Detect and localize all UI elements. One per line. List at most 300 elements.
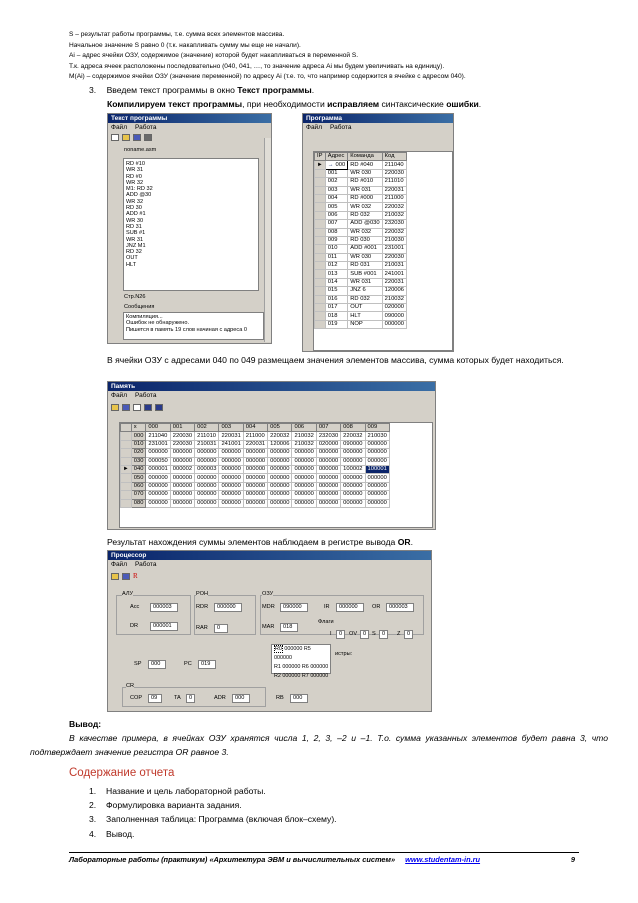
memory-window	[107, 381, 436, 530]
table-cell[interactable]: 000000	[292, 482, 316, 490]
step3-line2	[107, 98, 481, 110]
table-cell[interactable]: 004	[325, 194, 347, 202]
window-title: Программа	[303, 114, 453, 123]
table-cell[interactable]: 220030	[170, 440, 194, 448]
table-cell[interactable]: 000000	[316, 465, 340, 473]
mar-field[interactable]: 018	[280, 623, 298, 632]
table-row[interactable]	[315, 236, 407, 244]
table-cell[interactable]: 231001	[146, 440, 170, 448]
registers-list[interactable]	[271, 644, 331, 679]
table-cell[interactable]: 210030	[365, 432, 389, 440]
table-cell[interactable]: 000000	[365, 482, 389, 490]
table-cell[interactable]: → 000	[325, 161, 347, 169]
table-cell[interactable]: 211000	[382, 194, 406, 202]
table-cell[interactable]: 000000	[195, 474, 219, 482]
table-cell[interactable]: 220030	[170, 432, 194, 440]
table-cell[interactable]: 005	[325, 203, 347, 211]
table-row[interactable]	[315, 211, 407, 219]
table-cell[interactable]: 000000	[268, 482, 292, 490]
ip-cell	[315, 211, 326, 219]
column-header[interactable]: 008	[341, 424, 365, 432]
table-cell[interactable]: 060	[131, 482, 146, 490]
table-cell[interactable]: 232030	[316, 432, 340, 440]
table-cell[interactable]: WR 032	[348, 228, 382, 236]
table-cell[interactable]: 000000	[365, 440, 389, 448]
step3-line1	[89, 84, 314, 96]
column-header[interactable]: Адрес	[325, 153, 347, 161]
menubar	[108, 391, 435, 400]
table-cell[interactable]: 000000	[365, 474, 389, 482]
table-row[interactable]	[121, 474, 390, 482]
table-cell[interactable]: 000000	[170, 457, 194, 465]
ir-field[interactable]: 000000	[336, 603, 364, 612]
table-cell[interactable]: 000000	[365, 499, 389, 507]
save-icon[interactable]	[122, 573, 130, 580]
rdr-field[interactable]: 000000	[214, 603, 242, 612]
flag-ov[interactable]: 0	[360, 630, 369, 639]
table-cell[interactable]: 000000	[341, 457, 365, 465]
table-cell[interactable]: 211040	[382, 161, 406, 169]
ta-field[interactable]: 0	[186, 694, 195, 703]
table-cell[interactable]: 020	[131, 449, 146, 457]
table-row[interactable]	[315, 320, 407, 328]
table-cell[interactable]: 000000	[146, 491, 170, 499]
column-header[interactable]: Код	[382, 153, 406, 161]
table-cell[interactable]: 000000	[268, 465, 292, 473]
dr-field[interactable]: 000001	[150, 622, 178, 631]
table-cell[interactable]: 015	[325, 287, 347, 295]
table-cell[interactable]: 014	[325, 278, 347, 286]
reset-icon[interactable]: R	[133, 572, 138, 580]
table-cell[interactable]: 000	[131, 432, 146, 440]
table-row[interactable]	[315, 262, 407, 270]
table-cell[interactable]: 003	[325, 186, 347, 194]
table-row[interactable]	[315, 295, 407, 303]
table-cell[interactable]: 006	[325, 211, 347, 219]
window-title: Память	[108, 382, 435, 391]
step-bold: Компилируем текст программы	[107, 99, 243, 109]
table-cell[interactable]: 090000	[341, 440, 365, 448]
table-cell[interactable]: 000000	[146, 474, 170, 482]
menu-file[interactable]: Файл	[111, 392, 127, 399]
pc-field[interactable]: 019	[198, 660, 216, 669]
table-cell[interactable]: 007	[325, 220, 347, 228]
insert-icon[interactable]	[144, 404, 152, 411]
filename: noname.asm	[124, 147, 157, 153]
rar-label: RAR	[196, 625, 208, 631]
table-cell[interactable]: 241001	[382, 270, 406, 278]
mar-label: MAR	[262, 624, 275, 630]
table-cell[interactable]: 210031	[382, 262, 406, 270]
code-line: WR 30	[126, 217, 144, 224]
table-cell[interactable]: HLT	[348, 312, 382, 320]
table-cell[interactable]: 000000	[243, 449, 267, 457]
table-row[interactable]	[315, 270, 407, 278]
table-row[interactable]	[315, 220, 407, 228]
ip-cell	[315, 220, 326, 228]
table-cell[interactable]: 000000	[195, 457, 219, 465]
table-cell[interactable]: 000000	[316, 482, 340, 490]
menu-work[interactable]: Работа	[134, 561, 157, 568]
table-cell[interactable]: 010	[325, 245, 347, 253]
table-cell[interactable]: 211040	[146, 432, 170, 440]
table-cell[interactable]: RD #000	[348, 194, 382, 202]
table-cell[interactable]: RD 030	[348, 236, 382, 244]
table-cell[interactable]: 100002	[341, 465, 365, 473]
table-cell[interactable]: 070	[131, 491, 146, 499]
flag-i[interactable]: 0	[336, 630, 345, 639]
alu-label: АЛУ	[122, 591, 134, 597]
ip-cell	[315, 312, 326, 320]
or-label: OR	[372, 604, 381, 610]
table-cell[interactable]: 220032	[268, 432, 292, 440]
table-cell[interactable]: 000000	[243, 465, 267, 473]
table-cell[interactable]: ADD @030	[348, 220, 382, 228]
table-cell[interactable]: 220031	[219, 432, 243, 440]
table-cell[interactable]: 000000	[243, 474, 267, 482]
table-cell[interactable]: 000000	[219, 457, 243, 465]
table-cell[interactable]: 220032	[382, 228, 406, 236]
menu-work[interactable]: Работа	[134, 124, 157, 131]
table-cell[interactable]: 019	[325, 320, 347, 328]
list-item: 1. Название и цель лабораторной работы.	[89, 786, 266, 796]
table-row[interactable]	[315, 287, 407, 295]
table-cell[interactable]: 210032	[292, 432, 316, 440]
ron-label: РОН	[196, 591, 208, 597]
table-cell[interactable]: 000000	[268, 457, 292, 465]
rar-field[interactable]: 0	[214, 624, 228, 633]
open-folder-icon[interactable]	[111, 404, 119, 411]
table-cell[interactable]: 040	[131, 465, 146, 473]
column-header[interactable]: 006	[292, 424, 316, 432]
table-row[interactable]	[315, 253, 407, 261]
sp-label: SP	[134, 661, 142, 667]
table-row[interactable]	[121, 482, 390, 490]
column-header[interactable]: 004	[243, 424, 267, 432]
table-cell[interactable]: 011	[325, 253, 347, 261]
intro-line: M(Ai) – содержимое ячейки ОЗУ (значение переменной) по адресу Ai (т.е. то, что например содержится в ячейке с адресом 040).	[69, 73, 466, 80]
ip-cell	[315, 320, 326, 328]
menu-file[interactable]: Файл	[306, 124, 322, 131]
table-cell[interactable]: 000000	[219, 482, 243, 490]
new-file-icon[interactable]	[111, 134, 119, 141]
row-marker	[121, 482, 132, 490]
table-cell[interactable]: 000000	[219, 491, 243, 499]
menu-work[interactable]: Работа	[134, 392, 157, 399]
table-cell[interactable]: 000001	[146, 465, 170, 473]
table-row[interactable]	[315, 304, 407, 312]
table-cell[interactable]: 231001	[382, 245, 406, 253]
acc-label: Acc	[130, 604, 140, 610]
table-cell[interactable]: 000000	[146, 482, 170, 490]
message-line: Компиляция...	[126, 314, 163, 320]
mdr-field[interactable]: 090000	[280, 603, 308, 612]
table-cell[interactable]: 000000	[195, 491, 219, 499]
table-cell[interactable]: 000000	[292, 465, 316, 473]
table-cell[interactable]: 000000	[219, 465, 243, 473]
table-cell[interactable]: 220032	[341, 432, 365, 440]
rdr-label: RDR	[196, 604, 209, 610]
table-cell[interactable]: RD 031	[348, 262, 382, 270]
table-cell[interactable]: 018	[325, 312, 347, 320]
ip-cell	[315, 236, 326, 244]
table-cell[interactable]: 030	[131, 457, 146, 465]
table-cell[interactable]: 000002	[170, 465, 194, 473]
or-field[interactable]: 000003	[386, 603, 414, 612]
table-row[interactable]	[121, 465, 390, 473]
ip-cell	[315, 169, 326, 177]
menu-work[interactable]: Работа	[329, 124, 352, 131]
table-cell[interactable]: 000000	[341, 499, 365, 507]
adr-field[interactable]: 000	[232, 694, 250, 703]
column-header[interactable]: 005	[268, 424, 292, 432]
table-cell[interactable]: 002	[325, 178, 347, 186]
table-cell[interactable]: WR 030	[348, 169, 382, 177]
ip-cell	[315, 194, 326, 202]
table-cell[interactable]: 000000	[341, 449, 365, 457]
punct: .	[478, 99, 482, 109]
table-cell[interactable]: 220032	[382, 203, 406, 211]
table-cell[interactable]: 000000	[243, 499, 267, 507]
open-folder-icon[interactable]	[122, 134, 130, 141]
row-marker: ►	[121, 465, 132, 473]
table-cell[interactable]: 000000	[316, 499, 340, 507]
save-icon[interactable]	[122, 404, 130, 411]
flag-z[interactable]: 0	[404, 630, 413, 639]
table-cell[interactable]: RD 032	[348, 295, 382, 303]
table-cell[interactable]: 000000	[365, 457, 389, 465]
table-cell[interactable]: 000000	[316, 474, 340, 482]
table-cell[interactable]: WR 031	[348, 186, 382, 194]
table-cell[interactable]: WR 030	[348, 253, 382, 261]
column-header[interactable]: 007	[316, 424, 340, 432]
table-row[interactable]	[315, 312, 407, 320]
table-cell[interactable]: 000000	[292, 457, 316, 465]
table-row[interactable]	[315, 278, 407, 286]
table-cell[interactable]: 000000	[316, 449, 340, 457]
rb-field[interactable]: 000	[290, 694, 308, 703]
table-cell[interactable]: WR 032	[348, 203, 382, 211]
report-heading: Содержание отчета	[69, 767, 175, 779]
table-cell[interactable]: 241001	[219, 440, 243, 448]
table-cell[interactable]: 220030	[382, 253, 406, 261]
table-cell[interactable]: 000000	[219, 499, 243, 507]
compile-icon[interactable]	[144, 134, 152, 141]
register-row: R1 000000 R6 000000	[274, 664, 329, 670]
menu-file[interactable]: Файл	[111, 124, 127, 131]
row-marker	[121, 491, 132, 499]
table-cell[interactable]: 000000	[195, 482, 219, 490]
table-cell[interactable]: 050	[131, 474, 146, 482]
table-cell[interactable]: 000003	[195, 465, 219, 473]
message-line: Пишется в память 19 слов начиная с адреса 0	[126, 326, 247, 333]
table-cell[interactable]: RD #040	[348, 161, 382, 169]
table-row[interactable]	[315, 169, 407, 177]
table-cell[interactable]: 000000	[243, 457, 267, 465]
table-cell[interactable]: 000000	[316, 457, 340, 465]
list-item: 4. Вывод.	[89, 828, 135, 839]
table-cell[interactable]: 000000	[268, 499, 292, 507]
column-header[interactable]: x	[131, 424, 146, 432]
table-cell[interactable]: 000000	[219, 474, 243, 482]
table-cell[interactable]: 000000	[170, 474, 194, 482]
row-marker	[121, 457, 132, 465]
scrollbar[interactable]	[264, 138, 271, 342]
ip-cell	[315, 270, 326, 278]
code-line: SUB #1	[126, 230, 146, 237]
table-cell[interactable]: 000000	[170, 482, 194, 490]
table-cell[interactable]: RD 032	[348, 211, 382, 219]
footer-link[interactable]: www.studentam-in.ru	[405, 855, 481, 864]
table-cell[interactable]: 220030	[382, 169, 406, 177]
code-editor[interactable]	[123, 158, 259, 291]
save-icon[interactable]	[133, 134, 141, 141]
table-row[interactable]	[315, 228, 407, 236]
or-paragraph	[107, 536, 413, 548]
table-cell[interactable]: 000000	[243, 482, 267, 490]
column-header[interactable]: 000	[146, 424, 170, 432]
menu-file[interactable]: Файл	[111, 561, 127, 568]
table-cell[interactable]: 232030	[382, 220, 406, 228]
table-cell[interactable]: 020000	[316, 440, 340, 448]
flags-label: Флаги	[318, 619, 334, 625]
table-cell[interactable]: 120006	[268, 440, 292, 448]
table-cell[interactable]: 009	[325, 236, 347, 244]
table-cell[interactable]: 000000	[268, 474, 292, 482]
table-cell[interactable]: 000000	[316, 491, 340, 499]
table-cell[interactable]: 211000	[243, 432, 267, 440]
table-cell[interactable]: 090000	[382, 312, 406, 320]
ir-label: IR	[324, 604, 330, 610]
table-cell[interactable]: 080	[131, 499, 146, 507]
conclusion-text: В качестве примера, в ячейках ОЗУ хранятся числа 1, 2, 3, –2 и –1. Т.о. сумма указанных элементов будет равна 3, что подтверждает значение регистра OR равное 3.	[30, 733, 608, 757]
code-line: M1: RD 32	[126, 186, 153, 193]
program-window	[302, 113, 454, 352]
table-row[interactable]	[121, 432, 390, 440]
flag-s[interactable]: 0	[379, 630, 388, 639]
table-cell[interactable]: 120006	[382, 287, 406, 295]
table-row[interactable]	[315, 178, 407, 186]
acc-field[interactable]: 000003	[150, 603, 178, 612]
or-text: Результат нахождения суммы элементов наблюдаем в регистре вывода	[107, 537, 398, 547]
registers-caption: истры:	[335, 651, 353, 657]
table-row[interactable]	[121, 491, 390, 499]
table-row[interactable]	[121, 499, 390, 507]
delete-icon[interactable]	[155, 404, 163, 411]
table-cell[interactable]: 220031	[243, 440, 267, 448]
column-header[interactable]: 003	[219, 424, 243, 432]
table-cell[interactable]: 210031	[195, 440, 219, 448]
table-cell[interactable]: WR 031	[348, 278, 382, 286]
table-cell[interactable]: 211010	[382, 178, 406, 186]
table-row[interactable]	[315, 203, 407, 211]
table-cell[interactable]: 000000	[195, 449, 219, 457]
table-cell[interactable]: 013	[325, 270, 347, 278]
table-cell[interactable]: JNZ 6	[348, 287, 382, 295]
table-cell[interactable]: 017	[325, 304, 347, 312]
table-cell[interactable]: 000000	[268, 449, 292, 457]
table-row[interactable]	[315, 161, 407, 169]
rb-label: RB	[276, 695, 284, 701]
table-cell[interactable]: 000000	[170, 449, 194, 457]
table-cell[interactable]: 000000	[219, 449, 243, 457]
code-line: WR 31	[126, 167, 144, 174]
open-folder-icon[interactable]	[111, 573, 119, 580]
ip-cell	[121, 424, 132, 432]
table-row[interactable]	[121, 440, 390, 448]
table-cell[interactable]: OUT	[348, 304, 382, 312]
table-cell[interactable]: 016	[325, 295, 347, 303]
goto-icon[interactable]	[133, 404, 141, 411]
flag-i-label: I	[330, 631, 332, 637]
cop-field[interactable]: 09	[148, 694, 162, 703]
ip-cell	[315, 304, 326, 312]
table-cell[interactable]: 000000	[195, 499, 219, 507]
table-cell[interactable]: 000000	[341, 482, 365, 490]
table-cell[interactable]: 210030	[382, 236, 406, 244]
column-header[interactable]: 002	[195, 424, 219, 432]
ip-cell	[315, 228, 326, 236]
table-cell[interactable]: 210032	[292, 440, 316, 448]
table-cell[interactable]: 000000	[146, 449, 170, 457]
table-cell[interactable]: 000000	[365, 449, 389, 457]
table-cell[interactable]: ADD #001	[348, 245, 382, 253]
column-header[interactable]: IP	[315, 153, 326, 161]
table-cell[interactable]: 000000	[341, 491, 365, 499]
table-cell[interactable]: 000050	[146, 457, 170, 465]
table-cell[interactable]: 012	[325, 262, 347, 270]
table-cell[interactable]: RD #010	[348, 178, 382, 186]
table-cell[interactable]: 010	[131, 440, 146, 448]
table-cell[interactable]: 000000	[292, 449, 316, 457]
table-cell[interactable]: 000000	[170, 491, 194, 499]
table-cell[interactable]: 210032	[382, 211, 406, 219]
table-row[interactable]	[315, 194, 407, 202]
table-row[interactable]	[121, 457, 390, 465]
window-title: Текст программы	[108, 114, 271, 123]
cr-label: CR	[126, 683, 135, 689]
table-cell[interactable]: 000000	[382, 320, 406, 328]
table-row[interactable]	[315, 186, 407, 194]
table-cell[interactable]: 020000	[382, 304, 406, 312]
table-cell[interactable]: 000000	[146, 499, 170, 507]
table-cell[interactable]: 001	[325, 169, 347, 177]
table-cell[interactable]: SUB #001	[348, 270, 382, 278]
column-header[interactable]: 009	[365, 424, 389, 432]
table-cell[interactable]: NOP	[348, 320, 382, 328]
table-cell[interactable]: 000000	[292, 474, 316, 482]
table-cell[interactable]: 000000	[292, 491, 316, 499]
table-cell[interactable]: 008	[325, 228, 347, 236]
step-text: , при необходимости	[242, 99, 328, 109]
table-cell[interactable]: 211010	[195, 432, 219, 440]
column-header[interactable]: Команда	[348, 153, 382, 161]
sp-field[interactable]: 000	[148, 660, 166, 669]
table-row[interactable]	[121, 449, 390, 457]
table-cell[interactable]: 000000	[365, 491, 389, 499]
table-cell[interactable]: 000000	[170, 499, 194, 507]
table-cell[interactable]: 220031	[382, 186, 406, 194]
table-row[interactable]	[315, 245, 407, 253]
table-cell[interactable]: 100001	[365, 465, 389, 473]
column-header[interactable]: 001	[170, 424, 194, 432]
table-cell[interactable]: 220031	[382, 278, 406, 286]
table-cell[interactable]: 000000	[243, 491, 267, 499]
table-cell[interactable]: 210032	[382, 295, 406, 303]
table-cell[interactable]: 000000	[341, 474, 365, 482]
table-cell[interactable]: 000000	[268, 491, 292, 499]
table-cell[interactable]: 000000	[292, 499, 316, 507]
